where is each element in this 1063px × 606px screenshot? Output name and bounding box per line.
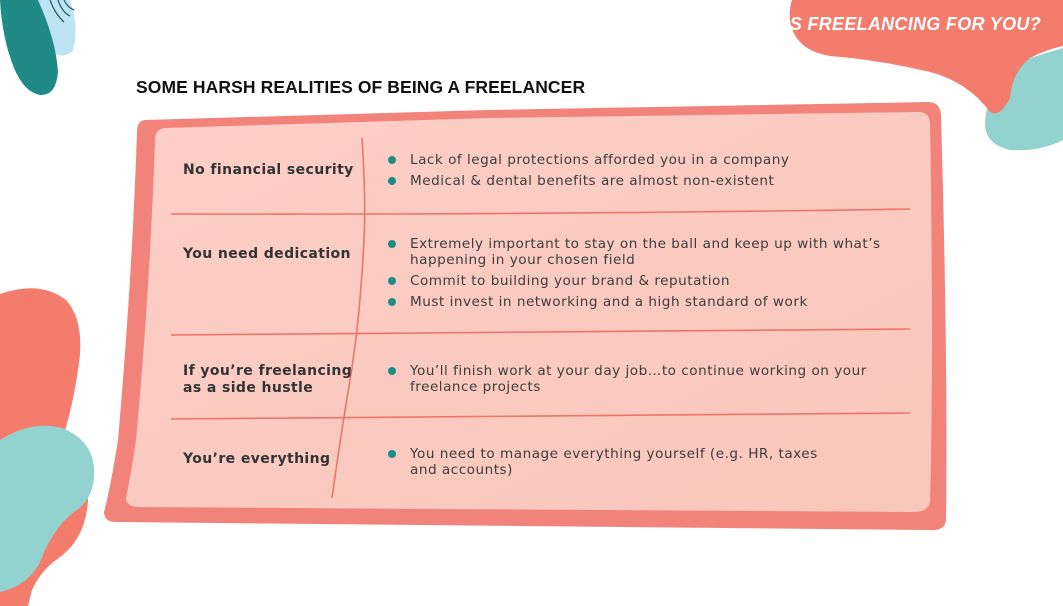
bullet-text: You need to manage everything yourself (e.g. HR, taxes and accounts) (410, 446, 818, 478)
bullet-text: Must invest in networking and a high standard of work (410, 294, 808, 310)
bullet-dot (388, 450, 396, 458)
bullet-text: Commit to building your brand & reputation (410, 273, 730, 289)
bullet-text: Lack of legal protections afforded you in a company (410, 152, 790, 168)
bullet-dot (388, 298, 396, 306)
bullet-item (388, 152, 898, 168)
bullet-item (388, 363, 898, 395)
bullet-dot (388, 156, 396, 164)
bullet-dot (388, 277, 396, 285)
bullet-item (388, 236, 898, 268)
row-label-financial-security: No financial security (183, 162, 354, 178)
bullet-text: Medical & dental benefits are almost non-existent (410, 173, 775, 189)
bullet-item (388, 294, 898, 310)
bullet-item (388, 273, 898, 289)
bullet-text: You’ll finish work at your day job…to continue working on your freelance projects (410, 363, 867, 395)
bullet-list-financial-security (388, 152, 898, 194)
bullet-list-everything (388, 446, 828, 483)
bullet-list-dedication (388, 236, 898, 315)
row-label-everything: You’re everything (183, 451, 331, 467)
bullet-dot (388, 240, 396, 248)
bullet-dot (388, 177, 396, 185)
section-label: IS FREELANCING FOR YOU? (784, 14, 1041, 34)
row-label-side-hustle: If you’re freelancing as a side hustle (183, 363, 353, 396)
bullet-text: Extremely important to stay on the ball and keep up with what’s happening in your chosen field (410, 236, 881, 268)
row-label-dedication: You need dedication (183, 246, 351, 262)
page-title: SOME HARSH REALITIES OF BEING A FREELANCER (136, 77, 586, 97)
bullet-item (388, 446, 828, 478)
bullet-item (388, 173, 898, 189)
bullet-dot (388, 367, 396, 375)
bullet-list-side-hustle (388, 363, 898, 400)
